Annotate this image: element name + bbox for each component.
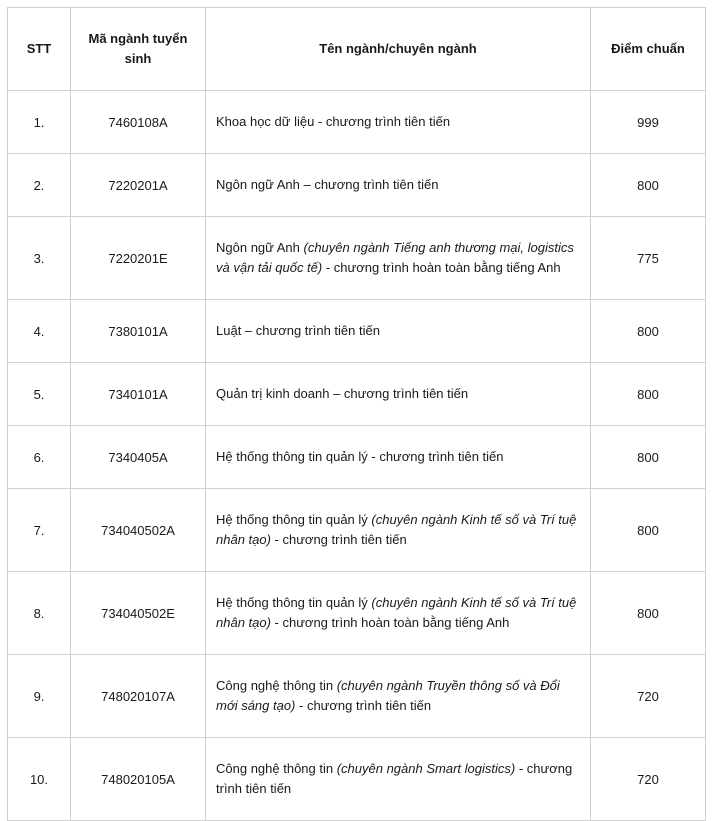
major-name-text: Luật – chương trình tiên tiến (216, 323, 380, 338)
row-stt: 4. (8, 300, 71, 363)
row-name (206, 300, 591, 363)
row-name (206, 572, 591, 655)
row-score: 775 (591, 217, 706, 300)
row-code: 7220201A (71, 154, 206, 217)
major-name-text: Công nghệ thông tin (216, 761, 337, 776)
major-name-text: - chương trình hoàn toàn bằng tiếng Anh (322, 260, 561, 275)
row-stt: 6. (8, 426, 71, 489)
row-code: 7460108A (71, 91, 206, 154)
row-name (206, 489, 591, 572)
row-score: 800 (591, 489, 706, 572)
table-row (8, 655, 706, 738)
major-specialization-note: (chuyên ngành Tiếng anh thương mại, logistics và vận tải quốc tế) (216, 240, 574, 275)
row-code: 734040502A (71, 489, 206, 572)
major-specialization-note: (chuyên ngành Smart logistics) (336, 761, 516, 776)
row-score: 800 (591, 572, 706, 655)
major-specialization-note: (chuyên ngành Kinh tế số và Trí tuệ nhân tạo) (216, 512, 577, 547)
row-code: 7340101A (71, 363, 206, 426)
major-name-text: Hệ thống thông tin quản lý (216, 595, 372, 610)
header-score: Điểm chuẩn (591, 8, 706, 91)
table-body (8, 91, 706, 821)
major-name-text: Quản trị kinh doanh – chương trình tiên tiến (216, 386, 469, 401)
major-name-text: Ngôn ngữ Anh (216, 240, 304, 255)
row-name (206, 738, 591, 821)
major-name-text: - chương trình tiên tiến (295, 698, 432, 713)
table-row (8, 91, 706, 154)
row-stt: 2. (8, 154, 71, 217)
row-name (206, 655, 591, 738)
table-row (8, 300, 706, 363)
major-name-text: Hệ thống thông tin quản lý - chương trình tiên tiến (216, 449, 504, 464)
row-stt: 1. (8, 91, 71, 154)
major-name-text: - chương trình hoàn toàn bằng tiếng Anh (270, 615, 510, 630)
header-name: Tên ngành/chuyên ngành (206, 8, 591, 91)
row-score: 720 (591, 655, 706, 738)
row-code: 734040502E (71, 572, 206, 655)
row-code: 7380101A (71, 300, 206, 363)
table-row (8, 363, 706, 426)
row-stt: 10. (8, 738, 71, 821)
table-row (8, 572, 706, 655)
major-name-text: Ngôn ngữ Anh – chương trình tiên tiến (216, 177, 439, 192)
row-code: 7220201E (71, 217, 206, 300)
row-name (206, 217, 591, 300)
row-name (206, 91, 591, 154)
table-row (8, 489, 706, 572)
row-code: 748020107A (71, 655, 206, 738)
row-code: 748020105A (71, 738, 206, 821)
major-name-text: - chương trình tiên tiến (270, 532, 407, 547)
header-stt: STT (8, 8, 71, 91)
row-stt: 5. (8, 363, 71, 426)
row-code: 7340405A (71, 426, 206, 489)
table-row (8, 738, 706, 821)
row-score: 999 (591, 91, 706, 154)
row-score: 800 (591, 363, 706, 426)
row-stt: 3. (8, 217, 71, 300)
major-name-text: Công nghệ thông tin (216, 678, 337, 693)
row-name (206, 426, 591, 489)
major-name-text: Hệ thống thông tin quản lý (216, 512, 372, 527)
major-name-text: - chương trình tiên tiến (216, 761, 573, 796)
row-score: 800 (591, 154, 706, 217)
row-stt: 9. (8, 655, 71, 738)
admission-score-table (7, 7, 706, 821)
major-name-text: Khoa học dữ liệu - chương trình tiên tiến (216, 114, 451, 129)
row-score: 800 (591, 426, 706, 489)
row-score: 800 (591, 300, 706, 363)
header-code: Mã ngành tuyển sinh (71, 8, 206, 91)
table-row (8, 154, 706, 217)
table-row (8, 426, 706, 489)
major-specialization-note: (chuyên ngành Truyền thông số và Đổi mới sáng tạo) (216, 678, 560, 713)
row-score: 720 (591, 738, 706, 821)
row-stt: 8. (8, 572, 71, 655)
table-row (8, 217, 706, 300)
major-specialization-note: (chuyên ngành Kinh tế số và Trí tuệ nhân tạo) (216, 595, 577, 630)
table-header-row (8, 8, 706, 91)
row-stt: 7. (8, 489, 71, 572)
row-name (206, 154, 591, 217)
row-name (206, 363, 591, 426)
